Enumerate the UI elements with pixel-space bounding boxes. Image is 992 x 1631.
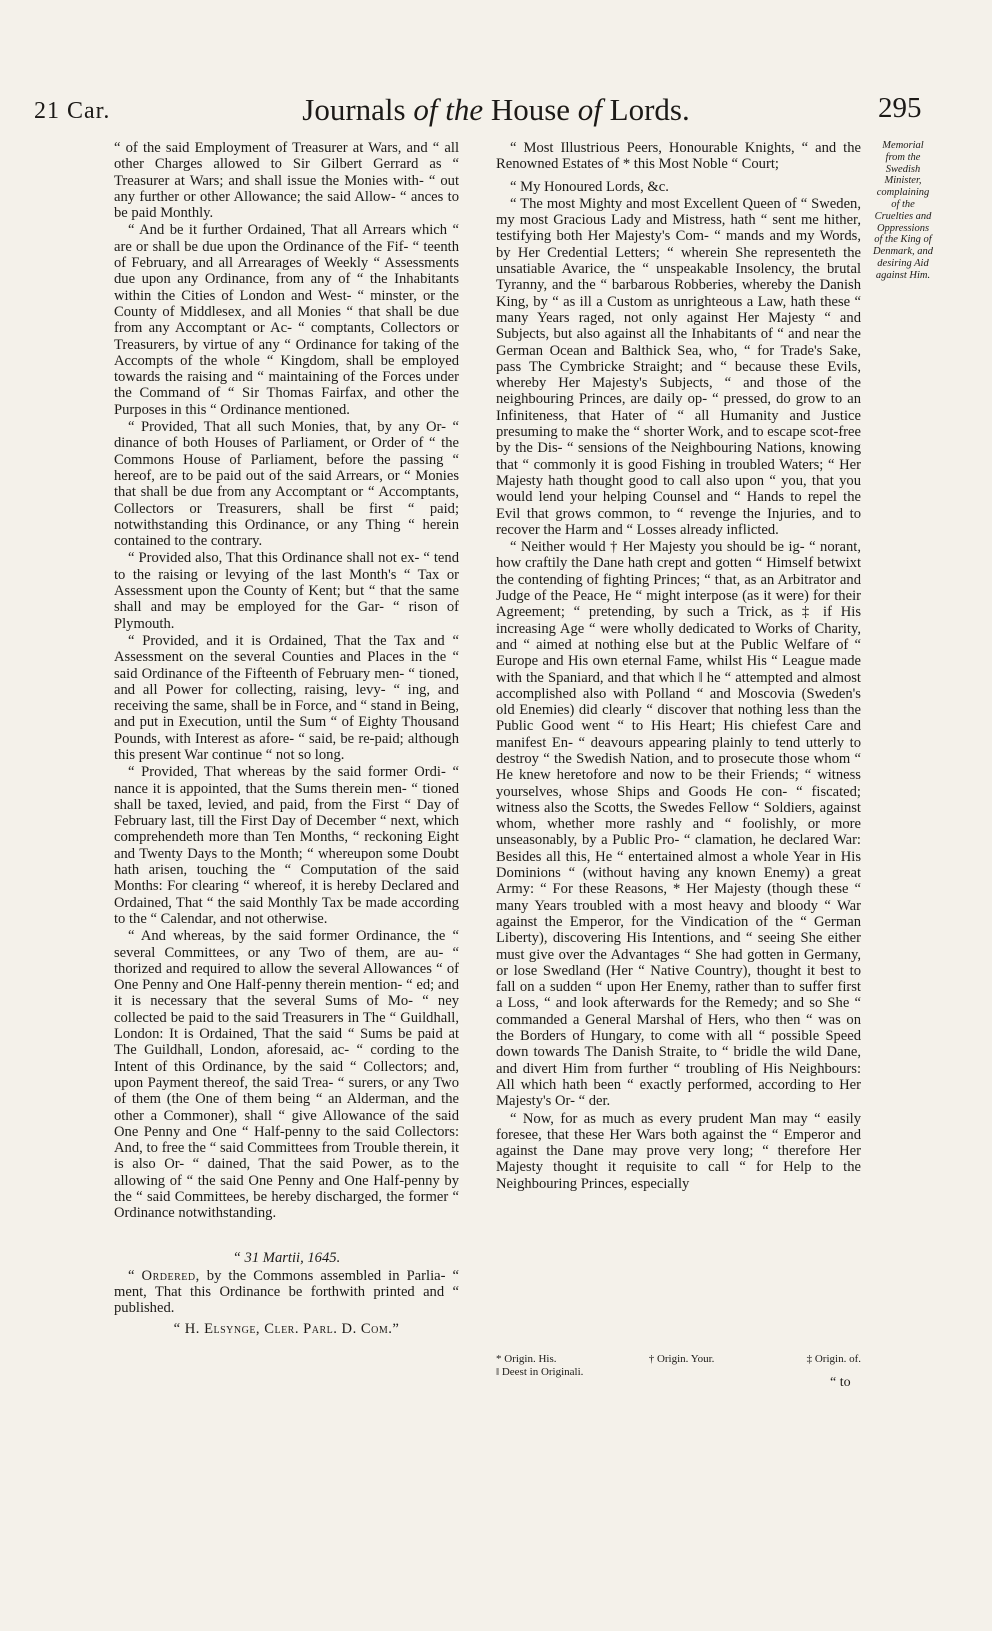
- title-of-2: of: [577, 92, 602, 127]
- footnote-1: * Origin. His.: [496, 1353, 557, 1365]
- margin-note: Memorial from the Swedish Minister, complaining of the Cruelties and Oppressions of the King of Denmark, and desiring Aid against Him.: [872, 140, 934, 281]
- footnote-4: ‖ Deest in Originali.: [496, 1366, 584, 1378]
- memorial-address: “ Most Illustrious Peers, Honourable Knights, “ and the Renowned Estates of * this Most Noble “ Court;: [496, 140, 861, 173]
- order-text: by the Commons assembled in Parlia- “ ment, That this Ordinance be forthwith printed and “ published.: [114, 1267, 459, 1317]
- clerk-signature: “ H. Elsynge, Cler. Parl. D. Com.”: [173, 1320, 400, 1337]
- title-house: House: [490, 92, 571, 127]
- order-paragraph: [114, 1268, 459, 1317]
- right-column: [496, 140, 861, 1193]
- ordinance-paragraph-6: “ Provided, That whereas by the said former Ordi- “ nance it is appointed, that the Sums therein men- “ tioned shall be taxed, levied, and paid, from the First “ Day of February last, till the First Day of December “ next, which comprehendeth more than Ten Months, “ reckoning Eight and Twenty Days to the Month; “ whereupon some Doubt hath arisen, touching the “ Computation of the said Months: For clearing “ whereof, it is hereby Declared and Ordained, That “ the said Monthly Tax be made according to the “ Calendar, and not otherwise.: [114, 764, 459, 927]
- memorial-paragraph-1: “ The most Mighty and most Excellent Queen of “ Sweden, my most Gracious Lady and Mistress, hath “ sent me hither, testifying both Her Majesty's Com- “ mands and my Words, by Her Credential Letters; “ wherein She representeth the unsatiable Avarice, the “ unspeakable Insolency, the brutal Tyranny, and the “ barbarous Robberies, whereby the Danish King, by “ as ill a Custom as unrighteous a Law, hath these “ many Years raged, not only against Her Majesty “ and Subjects, but also against all the Inhabitants of “ and near the German Ocean and Balthick Sea, who, “ for Trade's Sake, pass The Cymbricke Straight; and “ because these Evils, whereby Her Majesty's Subjects, “ and those of the neighbouring Princes, are daily op- “ pressed, do grow to an Infiniteness, that Hater of “ all Humanity and Justice presuming to make the “ shorter Work, and to escape scot-free by the Dis- “ sensions of the Neighbouring Nations, knowing that “ commonly it is good Fishing in troubled Waters; “ Her Majesty hath thought good to call also upon “ you, that you would lend your helping Counsel and “ Hands to repel the Evil that grows common, to “ revenge the Injuries, and to recover the Harm and “ Losses already inflicted.: [496, 195, 861, 538]
- footnote-row-2: [496, 1366, 861, 1379]
- memorial-paragraph-3: “ Now, for as much as every prudent Man may “ easily foresee, that these Her Wars both against the “ Emperor and against the Dane may prove very long; “ therefore Her Majesty thought it requisite to call “ for Help to the Neighbouring Princes, especially: [496, 1110, 861, 1192]
- order-quote-mark: “: [128, 1267, 142, 1284]
- ordinance-paragraph-7: “ And whereas, by the said former Ordinance, the “ several Committees, or any Two of them, are au- “ thorized and required to allow the several Allowances “ of One Penny and One Half-penny therein mention- “ ed; and it is necessary that the several Sums of Mo- “ ney collected be paid to the said Treasurers in The “ Guildhall, London: It is Ordained, That the said “ Sums be paid at The Guildhall, London, aforesaid, ac- “ cording to the Intent of this Ordinance, by the said “ Collectors; and, upon Payment thereof, the said Trea- “ surers, or any Two of them (the One of them being “ an Alderman, and the other a Commoner), shall “ give Allowance of the said One Penny and One “ Half-penny to the said Collectors: And, to free the “ said Committees from Trouble therein, it is also Or- “ dained, That the said Power, as to the allowing of “ the said One Penny and One Half-penny by the “ said Committees, be hereby discharged, the former “ Ordinance notwithstanding.: [114, 928, 459, 1222]
- title-the: the: [445, 92, 484, 127]
- catchword: “ to: [830, 1375, 851, 1390]
- title-lords: Lords.: [609, 92, 690, 127]
- ordinance-paragraph-5: “ Provided, and it is Ordained, That the Tax and “ Assessment on the several Counties and Places in the “ said Ordinance of the Fifteenth of February men- “ tioned, and all Power for collecting, raising, levy- “ ing, and receiving the same, shall be in Force, and “ stand in Being, and put in Execution, until the Sum “ of Eighty Thousand Pounds, with Interest as afore- “ said, be re-paid; although this present War continue “ not so long.: [114, 632, 459, 763]
- memorial-salutation: “ My Honoured Lords, &c.: [510, 178, 669, 195]
- footnote-row-1: [496, 1353, 861, 1366]
- footnote-2: † Origin. Your.: [648, 1353, 715, 1365]
- ordinance-paragraph-3: “ Provided, That all such Monies, that, by any Or- “ dinance of both Houses of Parliament, or Order of “ the Commons House of Parliament, before the passing “ hereof, are to be paid out of the said Arrears, or “ Monies that shall be due from any Accomptant or “ Accomptants, Collectors or Treasurers, shall be first “ paid; notwithstanding this Ordinance, or any Thing “ herein contained to the contrary.: [114, 419, 459, 550]
- running-head-title: [0, 92, 992, 128]
- footnotes: [496, 1353, 861, 1379]
- left-column: [114, 140, 459, 1338]
- footnote-3: ‡ Origin. of.: [806, 1353, 861, 1365]
- ordinance-paragraph-4: “ Provided also, That this Ordinance shall not ex- “ tend to the raising or levying of the last Month's “ Tax or Assessment upon the County of Kent; but “ that the same shall and may be employed for the Gar- “ rison of Plymouth.: [114, 550, 459, 632]
- ordinance-date: “ 31 Martii, 1645.: [232, 1249, 341, 1266]
- ordinance-paragraph-2: “ And be it further Ordained, That all Arrears which “ are or shall be due upon the Ordinance of the Fif- “ teenth of February, and all Arrearages of Weekly “ Assessments due upon any Ordinance, from any of “ the Inhabitants within the Cities of London and West- “ minster, or the County of Middlesex, and all Monies “ that shall be due from any Accomptant or Ac- “ comptants, Collectors or Treasurers, by virtue of any “ Ordinance for taking of the Accompts of the whole “ Kingdom, shall be employed towards the raising and “ maintaining of the Forces under the Command of “ Sir Thomas Fairfax, and other the Purposes in this “ Ordinance mentioned.: [114, 222, 459, 418]
- memorial-paragraph-2: “ Neither would † Her Majesty you should be ig- “ norant, how craftily the Dane hath crept and gotten “ Himself betwixt the contending of fighting Princes; “ that, as an Arbitrator and Judge of the Peace, He “ might interpose (as it were) for their Agreement; “ pretending, by such a Trick, as ‡ if His increasing Age “ were wholly dedicated to Works of Charity, and “ aimed at nothing else but at the Public Welfare of “ Europe and His own eternal Fame, whilst His “ League made with the Spaniard, and that which ‖ he “ attempted and almost accomplished also with Polland “ and Moscovia (Sweden's old Enemies) did clearly “ discover that nothing less than the Public Good went “ to His Heart; His chiefest Care and manifest En- “ deavours appearing plainly to tend utterly to destroy “ the Swedish Nation, and to prosecute those whom “ He knew heretofore and now to be their Friends; “ witness yourselves, whose Ships and Goods He con- “ fiscated; witness also the Scotts, the Swedes Fellow “ Soldiers, against whom, whether more rashly and “ foolishly, or more unseasonably, by a Public Pro- “ clamation, he declared War: Besides all this, He “ entertained almost a whole Year in His Dominions “ (without having any known Enemy) a great Army: “ For these Reasons, * Her Majesty (though these “ many Years troubled with a most heavy and bloody “ War against the Emperor, for the Vindication of the “ German Liberty), discovering His Intentions, and “ seeing She either must give over the Advantages “ She had gotten in Germany, or lose Swedland (Her “ Native Country), thought it best to fall on a sudden “ upon Her Enemy, rather than to suffer first a Loss, “ and look afterwards for the Remedy; and so She “ commanded a General Marshal of Hers, who then “ was on the Borders of Hungary, to come with all “ possible Speed down towards The Danish Straite, to “ bridle the wild Dane, and divert Him from further “ troubling of His Neighbours: All which hath been “ exactly performed, according to Her Majesty's Or- “ der.: [496, 539, 861, 1110]
- header-rule: [114, 128, 939, 129]
- page-number: 295: [878, 92, 922, 124]
- running-head-regnal-year: 21 Car.: [34, 98, 111, 124]
- order-lead-word: Ordered,: [141, 1267, 200, 1284]
- title-journals: Journals: [302, 92, 406, 127]
- ordinance-paragraph-1: “ of the said Employment of Treasurer at Wars, and “ all other Charges allowed to Sir Gilbert Gerrard as “ Treasurer at Wars; and shall issue the Monies with- “ out any further or other Allowance; the said Allow- “ ances to be paid Monthly.: [114, 140, 459, 222]
- title-of-1: of: [413, 92, 438, 127]
